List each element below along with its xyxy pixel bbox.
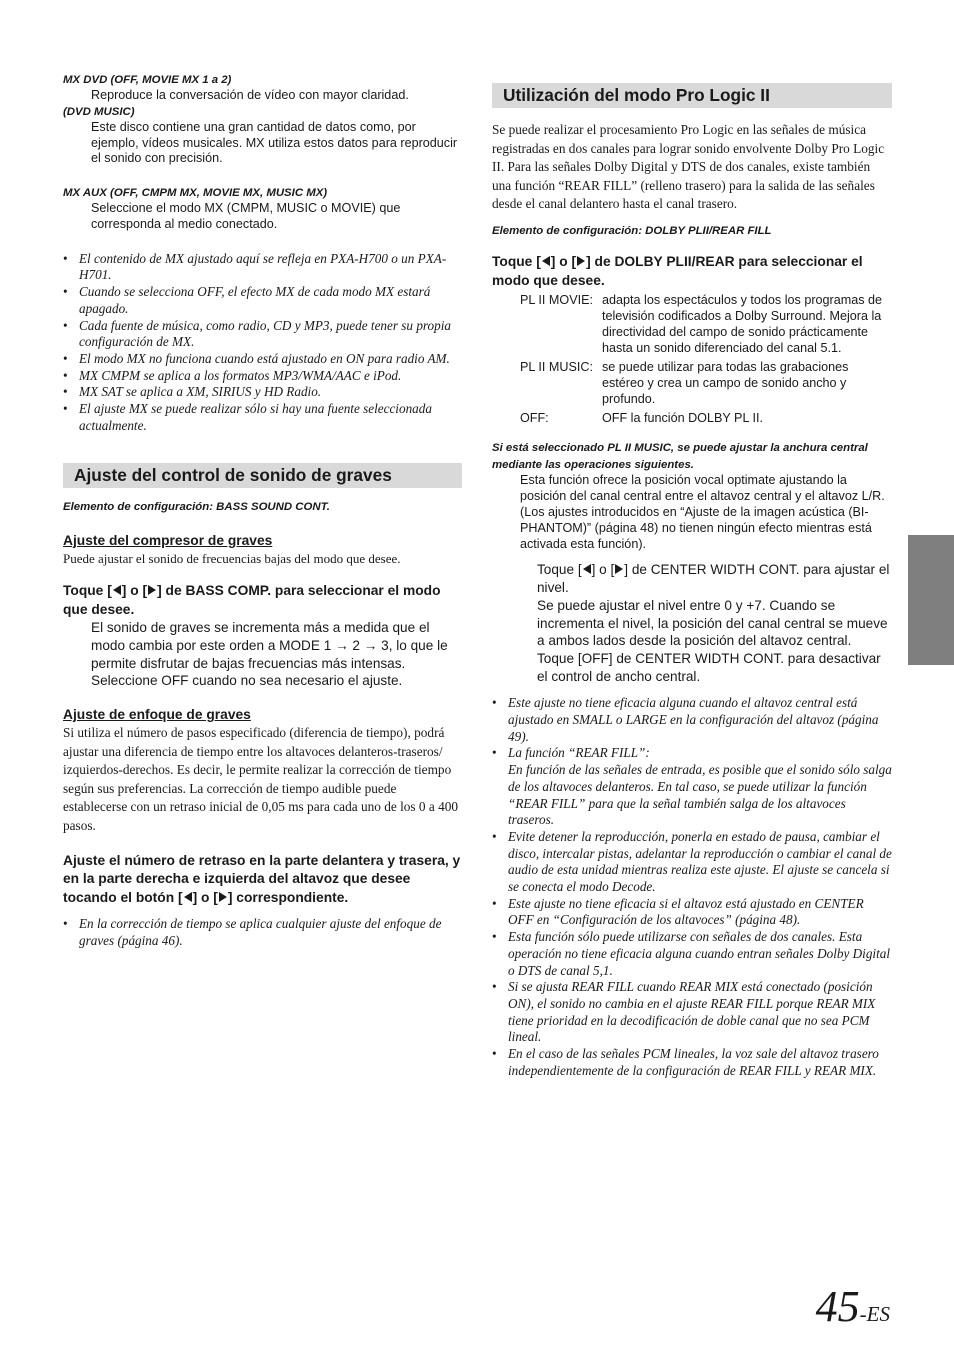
prologic-section-heading: Utilización del modo Pro Logic II	[492, 83, 892, 108]
compressor-description: El sonido de graves se incrementa más a medida que el modo cambia por este orden a MODE 1 → 2 → 3, lo que le permite disfrutar de bajas frecuencias más intensas. Seleccione OFF cuando no sea necesario el ajuste.	[91, 620, 448, 689]
mx-notes-list	[63, 251, 462, 435]
prologic-config-label: Elemento de configuración: DOLBY PLII/REAR FILL	[492, 224, 772, 237]
mode-definition-list	[520, 293, 892, 426]
left-arrow-icon	[542, 256, 550, 266]
left-column	[63, 72, 462, 950]
list-item: • Cada fuente de música, como radio, CD y MP3, puede tener su propia configuración de MX.	[63, 318, 462, 351]
compressor-instruction: Toque [ ] o [ ] de BASS COMP. para seleccionar el modo que desee.	[63, 583, 441, 617]
delay-instruction: Ajuste el número de retraso en la parte delantera y trasera, y en la parte derecha e izquierda del altavoz que desee tocando el botón [ ] o [ ] correspondiente.	[63, 852, 461, 905]
focus-text: Si utiliza el número de pasos especificado (diferencia de tiempo), podrá ajustar una diferencia de tiempo entre los altavoces delanteros-traseros/ izquierdos-derechos. Es decir, le permite realizar la corrección de tiempo según sus preferencias. La corrección de tiempo audible puede establecerse con un retraso inicial de 0,05 ms para cada uno de los 0 a 400 pasos.	[63, 725, 459, 834]
prologic-intro: Se puede realizar el procesamiento Pro Logic en las señales de música registradas en dos canales para lograr sonido envolvente Dolby Pro Logic II. Para las señales Dolby Digital y DTS de dos canales, existe también una función “REAR FILL” (relleno trasero) para la salida de las señales desde el canal delantero hasta el canal trasero.	[492, 122, 885, 212]
mode-row: PL II MUSIC: se puede utilizar para todas las grabaciones estéreo y crea un campo de sonido ancho y profundo.	[520, 359, 849, 406]
list-item: • Si se ajusta REAR FILL cuando REAR MIX está conectado (posición ON), el sonido no cambia en el ajuste REAR FILL porque REAR MIX tiene prioridad en la decodificación de doble canal que no sea PCM lineal.	[492, 979, 892, 1046]
list-item: • La función “REAR FILL”: En función de las señales de entrada, es posible que el sonido sólo salga de los altavoces delanteros. En tal caso, se puede utilizar la función “REAR FILL” para que la señal también salga de los altavoces traseros.	[492, 745, 892, 829]
music-width-label: Si está seleccionado PL II MUSIC, se puede ajustar la anchura central mediante las operaciones siguientes.	[492, 442, 868, 471]
center-width-step-2: Se puede ajustar el nivel entre 0 y +7. Cuando se incrementa el nivel, la posición del canal central se mueve a ambos lados desde la posición del altavoz central.	[537, 597, 888, 649]
right-arrow-icon	[219, 892, 227, 902]
list-item: • Este ajuste no tiene eficacia si el altavoz está ajustado en CENTER OFF en “Configuración de los altavoces” (página 48).	[492, 896, 892, 929]
right-arrow-icon	[148, 585, 156, 595]
mode-row: OFF: OFF la función DOLBY PL II.	[520, 410, 763, 425]
left-arrow-icon	[113, 585, 121, 595]
center-width-step-1: Toque [ ] o [ ] de CENTER WIDTH CONT. para ajustar el nivel.	[537, 562, 890, 596]
focus-heading: Ajuste de enfoque de graves	[63, 707, 251, 723]
list-item: • Cuando se selecciona OFF, el efecto MX de cada modo MX estará apagado.	[63, 284, 462, 317]
left-arrow-icon	[583, 564, 591, 574]
prologic-instruction: Toque [ ] o [ ] de DOLBY PLII/REAR para seleccionar el modo que desee.	[492, 253, 863, 288]
mx-dvd-label: MX DVD (OFF, MOVIE MX 1 a 2)	[63, 74, 232, 86]
list-item: • El ajuste MX se puede realizar sólo si hay una fuente seleccionada actualmente.	[63, 401, 462, 434]
list-item: • El contenido de MX ajustado aquí se refleja en PXA-H700 o un PXA-H701.	[63, 251, 462, 284]
list-item: • Este ajuste no tiene eficacia alguna cuando el altavoz central está ajustado en SMALL o LARGE en la configuración del altavoz (página 49).	[492, 695, 892, 745]
mx-dvd-text: Reproduce la conversación de vídeo con mayor claridad.	[91, 88, 409, 102]
compressor-text: Puede ajustar el sonido de frecuencias bajas del modo que desee.	[63, 550, 401, 566]
side-tab	[908, 535, 954, 665]
page-number: 45-ES	[815, 1282, 890, 1331]
right-column	[492, 83, 892, 1079]
bass-config-label: Elemento de configuración: BASS SOUND CONT.	[63, 500, 330, 513]
list-item: • En el caso de las señales PCM lineales, la voz sale del altavoz trasero independientemente de la configuración de REAR FILL y REAR MIX.	[492, 1046, 892, 1079]
list-item: • El modo MX no funciona cuando está ajustado en ON para radio AM.	[63, 351, 462, 368]
left-arrow-icon	[184, 892, 192, 902]
delay-notes-list	[63, 916, 462, 949]
dvd-music-text: Este disco contiene una gran cantidad de datos como, por ejemplo, vídeos musicales. MX utiliza estos datos para reproducir el sonido con precisión.	[91, 119, 458, 166]
dvd-music-label: (DVD MUSIC)	[63, 105, 135, 118]
mode-row: PL II MOVIE: adapta los espectáculos y todos los programas de televisión codificados a Dolby Surround. Mejora la directividad del campo de sonido prácticamente hasta un sonido diferenciado del canal 5.1.	[520, 293, 883, 355]
bass-section-heading: Ajuste del control de sonido de graves	[63, 463, 462, 488]
center-width-step-3: Toque [OFF] de CENTER WIDTH CONT. para desactivar el control de ancho central.	[537, 650, 881, 684]
music-width-text: Esta función ofrece la posición vocal optimate ajustando la posición del canal central entre el altavoz central y el altavoz L/R. (Los ajustes introducidos en “Ajuste de la imagen acústica (BI-PHANTOM)” (página 48) no tienen ningún efecto mientras está activada esta función).	[520, 473, 885, 551]
right-arrow-icon	[615, 564, 623, 574]
list-item: • Esta función sólo puede utilizarse con señales de dos canales. Esta operación no tiene eficacia alguna cuando entran señales Dolby Digital o DTS de canal 5,1.	[492, 929, 892, 979]
mx-aux-label: MX AUX (OFF, CMPM MX, MOVIE MX, MUSIC MX)	[63, 187, 328, 200]
list-item: • MX CMPM se aplica a los formatos MP3/WMA/AAC e iPod.	[63, 368, 462, 385]
list-item: • En la corrección de tiempo se aplica cualquier ajuste del enfoque de graves (página 46).	[63, 916, 462, 949]
list-item: • Evite detener la reproducción, ponerla en estado de pausa, cambiar el disco, intercalar pistas, adelantar la reproducción o cambiar el canal de audio de esta unidad mientras realiza este ajuste. El ajuste se cancela si se conecta el modo Decode.	[492, 829, 892, 896]
list-item: • MX SAT se aplica a XM, SIRIUS y HD Radio.	[63, 384, 462, 401]
prologic-notes-list	[492, 695, 892, 1079]
mx-aux-text: Seleccione el modo MX (CMPM, MUSIC o MOVIE) que corresponda al medio conectado.	[91, 201, 401, 231]
right-arrow-icon	[577, 256, 585, 266]
compressor-heading: Ajuste del compresor de graves	[63, 532, 273, 548]
